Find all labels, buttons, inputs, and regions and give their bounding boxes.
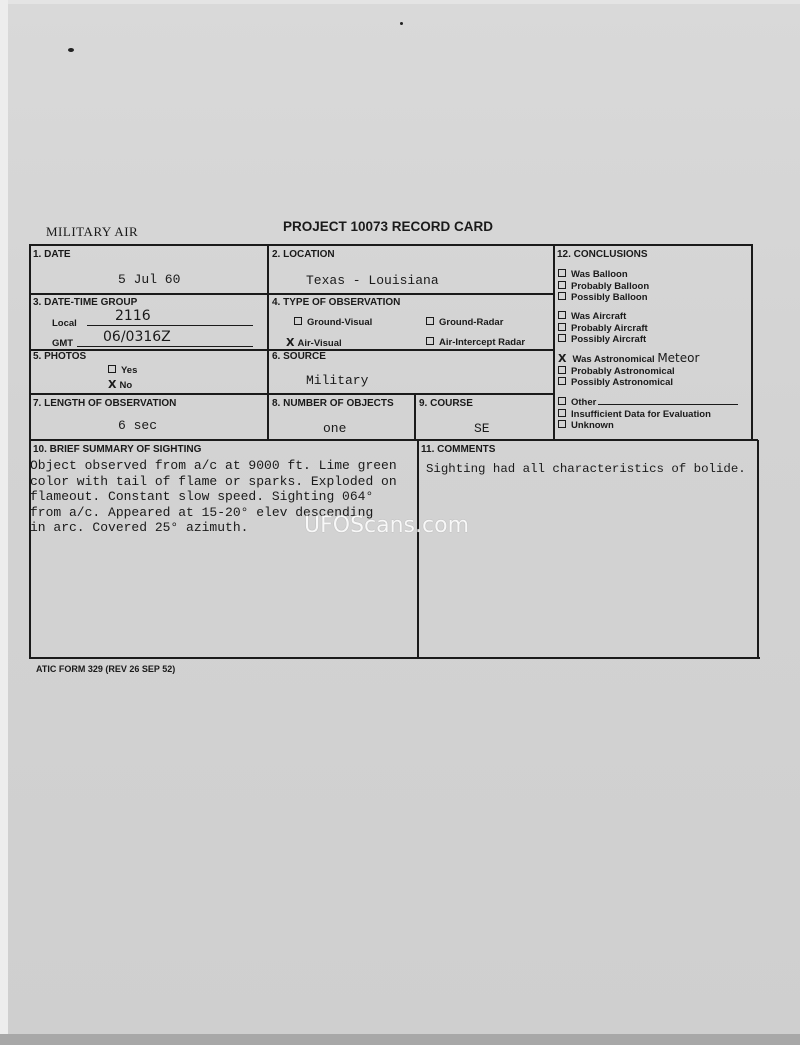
conclusion-text: Was Balloon [571,269,628,280]
watermark-text: UFOScans.com [304,513,469,538]
checkbox-air-intercept [426,337,434,345]
checkbox-icon [558,409,566,417]
conclusion-text: Probably Astronomical [571,365,675,377]
conclusion-probably-aircraft [558,323,648,335]
page-edge-left [0,0,8,1045]
date-value: 5 Jul 60 [118,272,181,287]
course-label: 9. COURSE [419,398,473,409]
conclusion-text: Unknown [571,420,614,431]
conclusion-possibly-balloon [558,292,649,304]
checkbox-icon [558,292,566,300]
frame-top [29,244,752,246]
photos-no-text: No [119,380,133,391]
option-air-intercept-radar [426,337,525,348]
card-title: PROJECT 10073 RECORD CARD [283,219,494,234]
conclusion-text: Possibly Aircraft [571,334,647,345]
num-objects-value: one [323,421,347,436]
summary-line: flameout. Constant slow speed. Sighting 064° [30,489,374,504]
gmt-label: GMT [52,338,74,349]
option-ground-visual [294,317,372,328]
date-label: 1. DATE [33,249,71,260]
conclusion-other [558,397,738,409]
conclusion-text: Possibly Balloon [571,292,648,303]
conclusion-unknown [558,420,738,432]
summary-line: color with tail of flame or sparks. Exploded on [30,473,397,489]
divider-col3 [553,244,555,440]
conclusion-text: Probably Balloon [571,280,650,292]
other-underline [598,404,738,405]
check-mark-astronomical: X [558,352,567,365]
conclusion-was-aircraft [558,311,648,323]
frame-left [29,244,31,659]
dtg-label: 3. DATE-TIME GROUP [33,297,138,308]
divider-course [414,393,416,440]
conclusion-text: Was Aircraft [571,311,627,322]
meteor-note: Meteor [657,351,700,365]
location-label: 2. LOCATION [272,249,335,260]
local-underline [87,325,253,326]
comments-value: Sighting had all characteristics of bolide. [426,462,746,476]
conclusion-text: Was Astronomical [572,354,655,365]
conclusion-text: Other [571,397,597,408]
conclusion-text: Insufficient Data for Evaluation [571,408,711,420]
checkbox-photos-yes [108,365,116,373]
conclusion-text: Possibly Astronomical [571,377,674,388]
summary-line: Object observed from a/c at 9000 ft. Lime green [30,458,397,473]
check-mark-photos-no: X [108,378,117,391]
conclusion-probably-balloon [558,281,649,293]
air-intercept-text: Air-Intercept Radar [439,337,526,348]
conclusion-probably-astronomical [558,366,699,378]
checkbox-ground-visual [294,317,302,325]
photos-yes-text: Yes [121,365,138,376]
observation-type-label: 4. TYPE OF OBSERVATION [272,297,401,308]
checkbox-icon [558,334,566,342]
checkbox-icon [558,323,566,331]
source-label: 6. SOURCE [272,351,326,362]
summary-line: from a/c. Appeared at 15-20° elev descending [30,504,374,520]
summary-label: 10. BRIEF SUMMARY OF SIGHTING [33,444,202,455]
photos-no-option [108,378,132,391]
frame-bottom [29,657,760,659]
source-value: Military [306,373,369,388]
row-line-3 [29,393,554,395]
checkbox-ground-radar [426,317,434,325]
checkbox-icon [558,366,566,374]
frame-right-lower [757,440,759,659]
page-edge-bottom [0,1034,800,1045]
scan-speck [400,22,403,25]
length-label: 7. LENGTH OF OBSERVATION [33,398,177,409]
length-value: 6 sec [118,418,158,433]
conclusion-group-astronomical [558,353,699,389]
num-objects-label: 8. NUMBER OF OBJECTS [272,398,394,409]
conclusion-was-astronomical [558,353,699,366]
checkbox-icon [558,397,566,405]
gmt-underline [77,346,253,347]
course-value: SE [474,421,490,436]
air-visual-text: Air-Visual [297,338,342,349]
option-ground-radar [426,317,503,328]
frame-right-upper [751,244,753,440]
checkbox-icon [558,281,566,289]
checkbox-icon [558,269,566,277]
conclusion-group-balloon [558,269,649,304]
local-time-value: 2116 [115,308,151,324]
option-air-visual [286,336,342,349]
local-label: Local [52,318,77,329]
conclusion-was-balloon [558,269,649,281]
conclusions-label: 12. CONCLUSIONS [557,249,648,260]
conclusion-possibly-astronomical [558,377,699,389]
photos-yes-option [108,365,137,376]
conclusion-possibly-aircraft [558,334,648,346]
check-mark-air-visual: X [286,336,295,349]
photos-label: 5. PHOTOS [33,351,87,362]
comments-label: 11. COMMENTS [421,444,496,455]
row-line-1 [29,293,554,295]
summary-line: in arc. Covered 25° azimuth. [30,520,249,535]
ground-radar-text: Ground-Radar [439,317,504,328]
checkbox-icon [558,311,566,319]
conclusion-insufficient-data [558,409,738,421]
conclusion-group-aircraft [558,311,648,346]
location-value: Texas - Louisiana [306,273,439,288]
gmt-time-value: 06/0316Z [103,329,171,345]
divider-col1 [267,244,269,440]
checkbox-icon [558,377,566,385]
conclusion-group-other [558,397,738,432]
conclusion-text: Probably Aircraft [571,322,648,334]
checkbox-icon [558,420,566,428]
ground-visual-text: Ground-Visual [307,317,373,328]
form-footer: ATIC FORM 329 (REV 26 SEP 52) [36,664,176,674]
header-military-air: MILITARY AIR [46,224,139,239]
scan-speck [68,48,74,52]
row-line-4 [29,439,758,441]
